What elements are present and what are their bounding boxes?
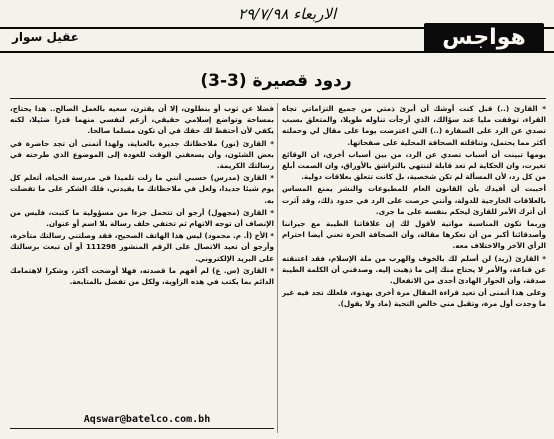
publication-date: الاربعاء ٢٩/٧/٩٨ [238, 5, 337, 23]
paragraph: يومها تبينت أن أسباب تصدي عن الرد، من بين أسباب أخرى، ان الوقائع تغيرت، وان الحكاية لم تعد قابلة لتنتهي بالتراشق بالأوراق، وان الصمت أبلغ من كل رد، لأن المسألة لم تكن شخصية، بل كانت تتعلق بعلاقات دولية. [282, 149, 546, 182]
headline-divider [10, 98, 546, 99]
footer-rule [10, 428, 274, 429]
paragraph: وعلى هذا أتمنى أن تعيد قراءة المقال مرة أخرى بهدوء، فلعلك تجد فيه غير ما وجدت أول مرة، وتقبل مني خالص التحية (ماد ولا يقول). [282, 288, 546, 309]
paragraph: * القارئ (مدرس) حسبي أنني ما زلت تلميذا في مدرسة الحياة، أتعلم كل يوم شيئا جديدا، ولعل في ملاحظاتك ما يفيدني، فلك الشكر على ما تفضلت به. [10, 173, 274, 205]
paragraph: وربما تكون المناسبة مواتية لأقول لك إن علاقاتنا الطيبة مع جيراننا وأصدقائنا أكبر من أن تعكرها مقالة، وأن الصحافة الحرة تعني أيضا احترام الرأي الآخر والاختلاف معه. [282, 219, 546, 251]
column-header [0, 0, 554, 70]
article-headline: ردود قصيرة (3-3) [200, 71, 352, 91]
paragraph: * القارئ (زيد) لن أسلم لك بالخوف والهرب من ملة الإسلام، فقد اعتنقته عن قناعة، والأمر لا يحتاج منك إلى ما ذهبت إليه. وصدقني أن الكلمة الطيبة صدقة، وأن الحوار الهادئ أجدى من الانفعال. [282, 253, 546, 286]
column-name-banner: هواجس [424, 23, 544, 53]
paragraph: فضلا عن ثوب أو بنطلون، إلا أن يقترن، سعيه بالعمل الصالح.. هذا يحتاج، بمساحة وتواضع إسلامي حقيقي، أزعم لنفسي منهما قدرا ضئيلا، لكنه يكفي لأن أحتفظ لك حقك في أن تكون مسلما صالحا. [10, 104, 274, 136]
paragraph: * القارئ (..) قبل كنت أوشك أن أبرئ ذمتي من جميع التزاماتي تجاه القراء، توقفت مليا عند سؤالك، الذي أرجأت تناوله طويلا، والمتعلق بسبب تصدي عن الرد على السفارة (..) التي اعترضت يوما على مقال لي وحملته أكثر مما يحتمل، وتناقلته الصحافة المحلية على صفحاتها. [282, 104, 546, 147]
paragraph: * الأخ (أ. م. محمود) ليس هذا الهاتف الصحيح، فقد وصلتني رسالتك متأخرة، وأرجو أن تعيد الاتصال على الرقم المنشور 111298 أو أن تبعث برسالتك على البريد الإلكتروني. [10, 231, 274, 263]
author-name: عقيل سوار [12, 30, 79, 44]
column-separator [277, 103, 278, 433]
author-email: Aqswar@batelco.com.bh [83, 414, 211, 425]
paragraph: * القارئ (س. ع) لم أفهم ما قصدته، فهلا أوضحت أكثر، وشكرا لاهتمامك الدائم بما يكتب في هذه الزاوية، ولكل من تفضل بالمتابعة. [10, 265, 274, 287]
paragraph: * القارئ (مجهول) أرجو أن تتحمل جزءا من مسؤولية ما كتبت، فليس من الإنصاف أن توجه الاتهام ثم تختفي خلف رسالة بلا اسم أو عنوان. [10, 207, 274, 229]
paragraph: * القارئ (نور) ملاحظاتك جديرة بالعناية، ولهذا أتمنى أن تجد حاضرة في بعض الشئون، وأن يسعفني الوقت للعودة إلى الموضوع الذي طرحته في رسالتك الكريمة. [10, 138, 274, 171]
article-column-right [282, 103, 546, 433]
paragraph: أحببت أن أفيدك بأن القانون العام للمطبوعات والنشر يمنع المساس بالعلاقات الخارجية للدولة، وأنني حرصت على الرد في حدود ذلك، وقد آثرت أن أترك الأمر للقارئ ليحكم بنفسه على ما جرى. [282, 184, 546, 216]
article-column-left [10, 103, 274, 413]
